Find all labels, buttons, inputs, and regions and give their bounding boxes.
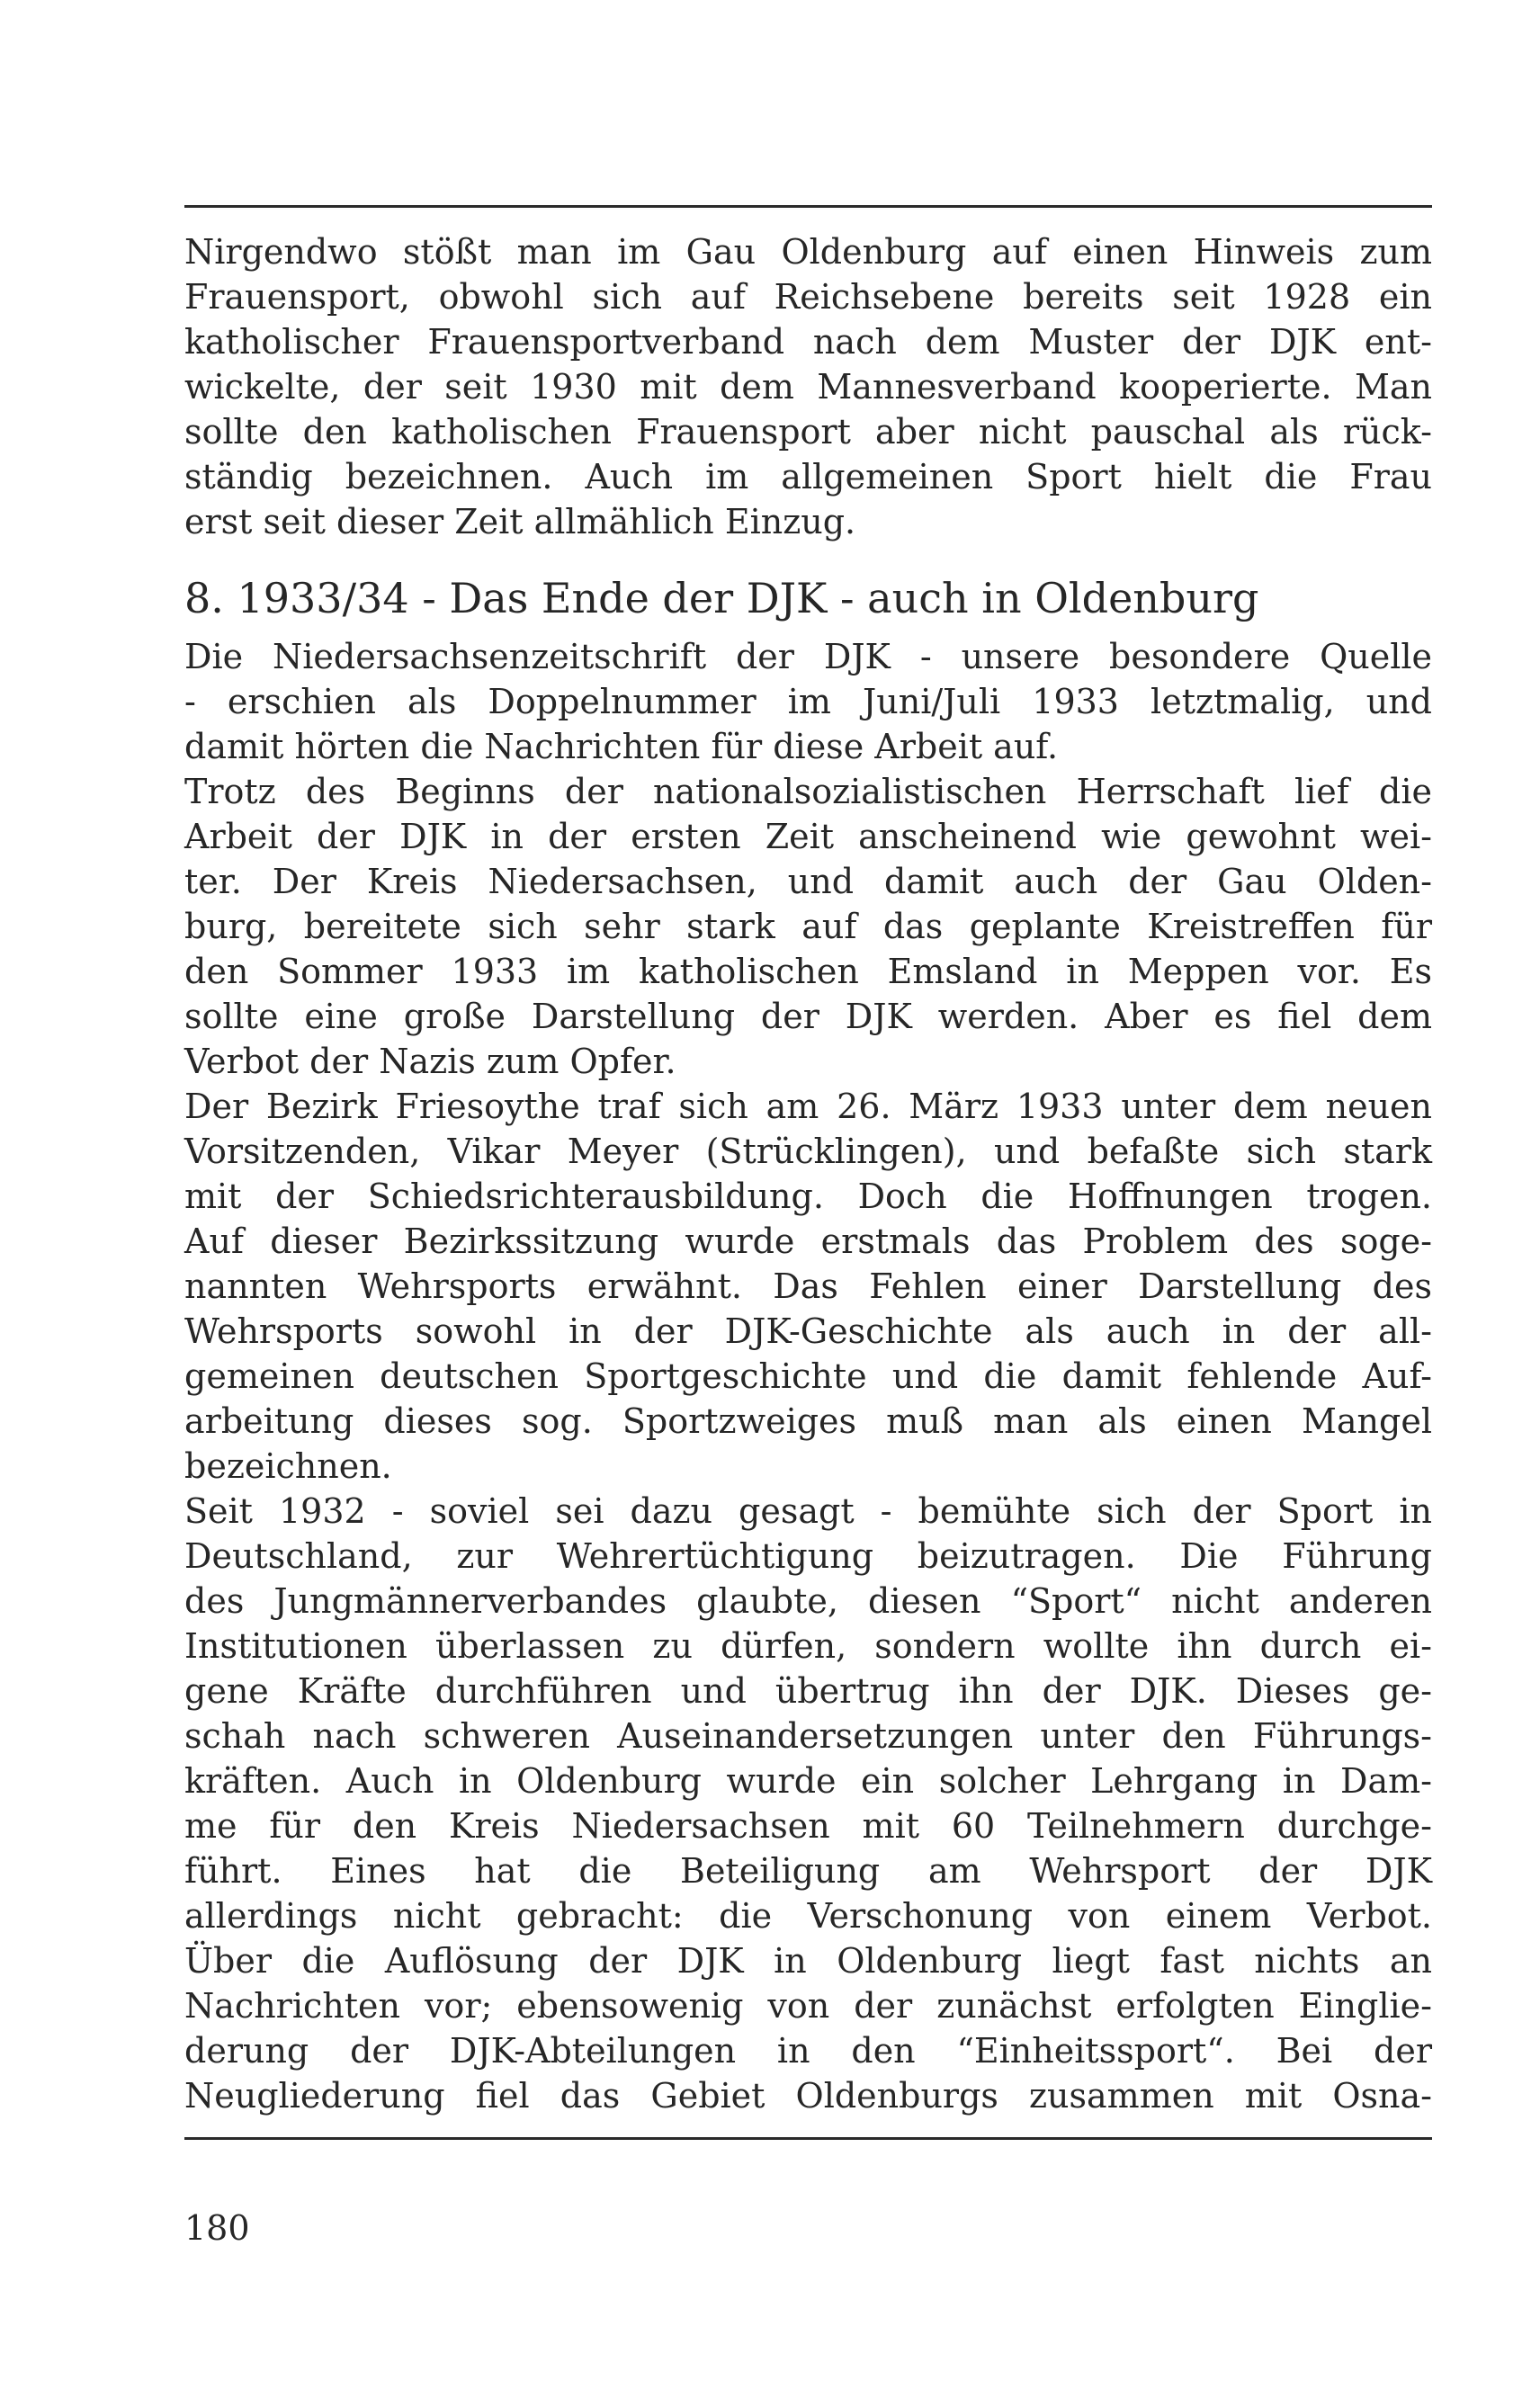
- text-line: Auf dieser Bezirkssitzung wurde erstmals das Problem des soge-: [184, 1221, 1432, 1261]
- top-rule: [184, 205, 1432, 208]
- text-line: kräften. Auch in Oldenburg wurde ein solcher Lehrgang in Dam-: [184, 1761, 1432, 1801]
- text-line: Nachrichten vor; ebensowenig von der zunächst erfolgten Einglie-: [184, 1986, 1432, 2026]
- text-line: nannten Wehrsports erwähnt. Das Fehlen einer Darstellung des: [184, 1266, 1432, 1306]
- text-line: den Sommer 1933 im katholischen Emsland in Meppen vor. Es: [184, 952, 1432, 991]
- text-line: des Jungmännerverbandes glaubte, diesen “Sport“ nicht anderen: [184, 1581, 1432, 1621]
- text-line: ter. Der Kreis Niedersachsen, und damit auch der Gau Olden-: [184, 862, 1432, 901]
- text-line: derung der DJK-Abteilungen in den “Einheitssport“. Bei der: [184, 2031, 1432, 2071]
- text-line: schah nach schweren Auseinandersetzungen unter den Führungs-: [184, 1716, 1432, 1756]
- text-line: Über die Auflösung der DJK in Oldenburg liegt fast nichts an: [184, 1941, 1432, 1981]
- text-line: - erschien als Doppelnummer im Juni/Juli 1933 letztmalig, und: [184, 682, 1432, 721]
- text-line: Trotz des Beginns der nationalsozialistischen Herrschaft lief die: [184, 772, 1432, 811]
- text-line: Wehrsports sowohl in der DJK-Geschichte als auch in der all-: [184, 1311, 1432, 1351]
- text-line: mit der Schiedsrichterausbildung. Doch die Hoffnungen trogen.: [184, 1177, 1432, 1216]
- text-line: bezeichnen.: [184, 1446, 392, 1486]
- text-line: führt. Eines hat die Beteiligung am Wehrsport der DJK: [184, 1851, 1432, 1891]
- text-line: damit hörten die Nachrichten für diese Arbeit auf.: [184, 727, 1059, 766]
- text-line: Institutionen überlassen zu dürfen, sondern wollte ihn durch ei-: [184, 1626, 1432, 1666]
- text-line: Frauensport, obwohl sich auf Reichsebene bereits seit 1928 ein: [184, 277, 1432, 317]
- text-line: sollte den katholischen Frauensport aber nicht pauschal als rück-: [184, 412, 1432, 452]
- text-line: ständig bezeichnen. Auch im allgemeinen Sport hielt die Frau: [184, 457, 1432, 497]
- bottom-rule: [184, 2137, 1432, 2140]
- text-line: Deutschland, zur Wehrertüchtigung beizutragen. Die Führung: [184, 1536, 1432, 1576]
- text-line: gemeinen deutschen Sportgeschichte und die damit fehlende Auf-: [184, 1356, 1432, 1396]
- text-line: allerdings nicht gebracht: die Verschonung von einem Verbot.: [184, 1896, 1432, 1936]
- text-line: Nirgendwo stößt man im Gau Oldenburg auf einen Hinweis zum: [184, 232, 1432, 272]
- page-number: 180: [184, 2208, 250, 2248]
- text-line: gene Kräfte durchführen und übertrug ihn der DJK. Dieses ge-: [184, 1671, 1432, 1711]
- text-line: Seit 1932 - soviel sei dazu gesagt - bemühte sich der Sport in: [184, 1491, 1432, 1531]
- text-line: sollte eine große Darstellung der DJK werden. Aber es fiel dem: [184, 997, 1432, 1036]
- text-line: Verbot der Nazis zum Opfer.: [184, 1042, 676, 1081]
- text-line: Arbeit der DJK in der ersten Zeit anscheinend wie gewohnt wei-: [184, 817, 1432, 856]
- text-line: Neugliederung fiel das Gebiet Oldenburgs zusammen mit Osna-: [184, 2076, 1432, 2116]
- text-line: burg, bereitete sich sehr stark auf das geplante Kreistreffen für: [184, 907, 1432, 946]
- paragraph-frauensport: [184, 229, 1432, 544]
- section-heading: 8. 1933/34 - Das Ende der DJK - auch in Oldenburg: [184, 574, 1259, 622]
- text-line: me für den Kreis Niedersachsen mit 60 Teilnehmern durchge-: [184, 1806, 1432, 1846]
- text-line: arbeitung dieses sog. Sportzweiges muß man als einen Mangel: [184, 1401, 1432, 1441]
- text-line: Der Bezirk Friesoythe traf sich am 26. März 1933 unter dem neuen: [184, 1087, 1432, 1126]
- text-line: wickelte, der seit 1930 mit dem Mannesverband kooperierte. Man: [184, 367, 1432, 407]
- text-line: Vorsitzenden, Vikar Meyer (Strücklingen), und befaßte sich stark: [184, 1132, 1432, 1171]
- text-line: Die Niedersachsenzeitschrift der DJK - unsere besondere Quelle: [184, 637, 1432, 676]
- paragraph-body: [184, 634, 1432, 2118]
- text-line: katholischer Frauensportverband nach dem Muster der DJK ent-: [184, 322, 1432, 362]
- text-line: erst seit dieser Zeit allmählich Einzug.: [184, 502, 856, 541]
